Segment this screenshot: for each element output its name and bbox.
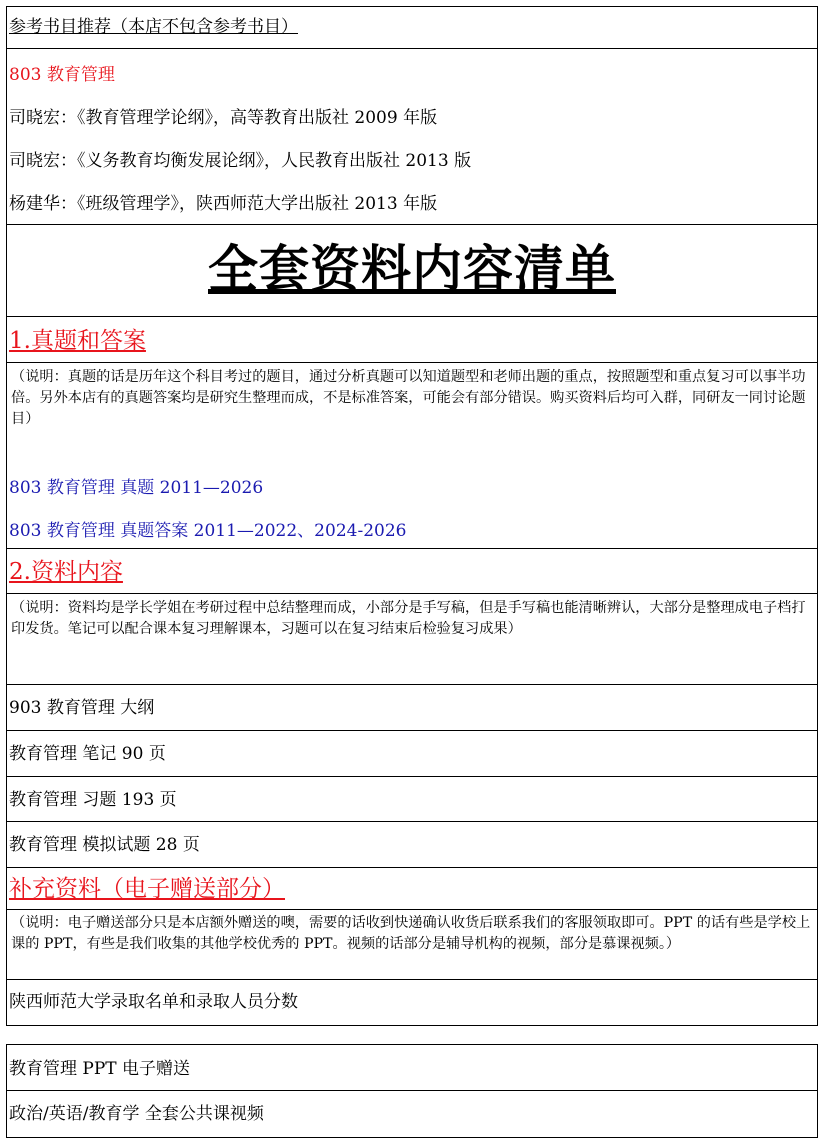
extras-item: 政治/英语/教育学 全套公共课视频 [9, 1104, 264, 1124]
extras-row [7, 1091, 817, 1137]
booklist-header: 参考书目推荐（本店不包含参考书目） [9, 17, 298, 37]
section3-item: 陕西师范大学录取名单和录取人员分数 [9, 992, 298, 1012]
booklist-header-row [7, 7, 817, 49]
section2-item-row [7, 731, 817, 777]
main-title-row [7, 225, 817, 317]
main-title: 全套资料内容清单 [208, 239, 616, 298]
section3-heading-row [7, 868, 817, 910]
book-item: 杨建华：《班级管理学》，陕西师范大学出版社 2013 年版 [9, 194, 438, 214]
extras-row [7, 1045, 817, 1091]
section3-note-row [7, 910, 817, 980]
section3-item-row [7, 980, 817, 1025]
section2-item-row [7, 822, 817, 868]
section2-heading: 2.资料内容 [9, 559, 123, 585]
section2-note: （说明：资料均是学长学姐在考研过程中总结整理而成，小部分是手写稿，但是手写稿也能清晰辨认，大部分是整理成电子档打印发货。笔记可以配合课本复习理解课本，习题可以在复习结束后检验复习成果） [11, 600, 806, 637]
section1-heading: 1.真题和答案 [9, 328, 146, 354]
content-table [6, 6, 818, 1026]
section2-item: 903 教育管理 大纲 [9, 698, 155, 718]
extras-table [6, 1044, 818, 1138]
booklist-row [7, 49, 817, 225]
section1-note: （说明：真题的话是历年这个科目考过的题目，通过分析真题可以知道题型和老师出题的重点，按照题型和重点复习可以事半功倍。另外本店有的真题答案均是研究生整理而成，不是标准答案，可能会有部分错误。购买资料后均可入群，同研友一同讨论题目） [11, 369, 806, 427]
booklist-course: 803 教育管理 [9, 65, 115, 85]
section3-heading: 补充资料（电子赠送部分） [9, 876, 285, 902]
section1-body-row [7, 363, 817, 549]
section2-item: 教育管理 习题 193 页 [9, 790, 177, 810]
section2-heading-row [7, 549, 817, 594]
section1-item: 803 教育管理 真题 2011—2026 [9, 478, 264, 498]
section2-item-row [7, 777, 817, 822]
section2-item-row [7, 685, 817, 731]
section2-item: 教育管理 笔记 90 页 [9, 744, 166, 764]
section2-item: 教育管理 模拟试题 28 页 [9, 835, 200, 855]
section1-heading-row [7, 317, 817, 363]
book-item: 司晓宏：《教育管理学论纲》，高等教育出版社 2009 年版 [9, 108, 438, 128]
section1-item: 803 教育管理 真题答案 2011—2022、2024-2026 [9, 521, 407, 541]
section2-note-row [7, 594, 817, 685]
extras-item: 教育管理 PPT 电子赠送 [9, 1059, 191, 1079]
book-item: 司晓宏：《义务教育均衡发展论纲》，人民教育出版社 2013 版 [9, 151, 472, 171]
section3-note: （说明：电子赠送部分只是本店额外赠送的噢，需要的话收到快递确认收货后联系我们的客服领取即可。PPT 的话有些是学校上课的 PPT，有些是我们收集的其他学校优秀的 PPT。视频的话部分是辅导机构的视频，部分是慕课视频。） [11, 915, 811, 952]
